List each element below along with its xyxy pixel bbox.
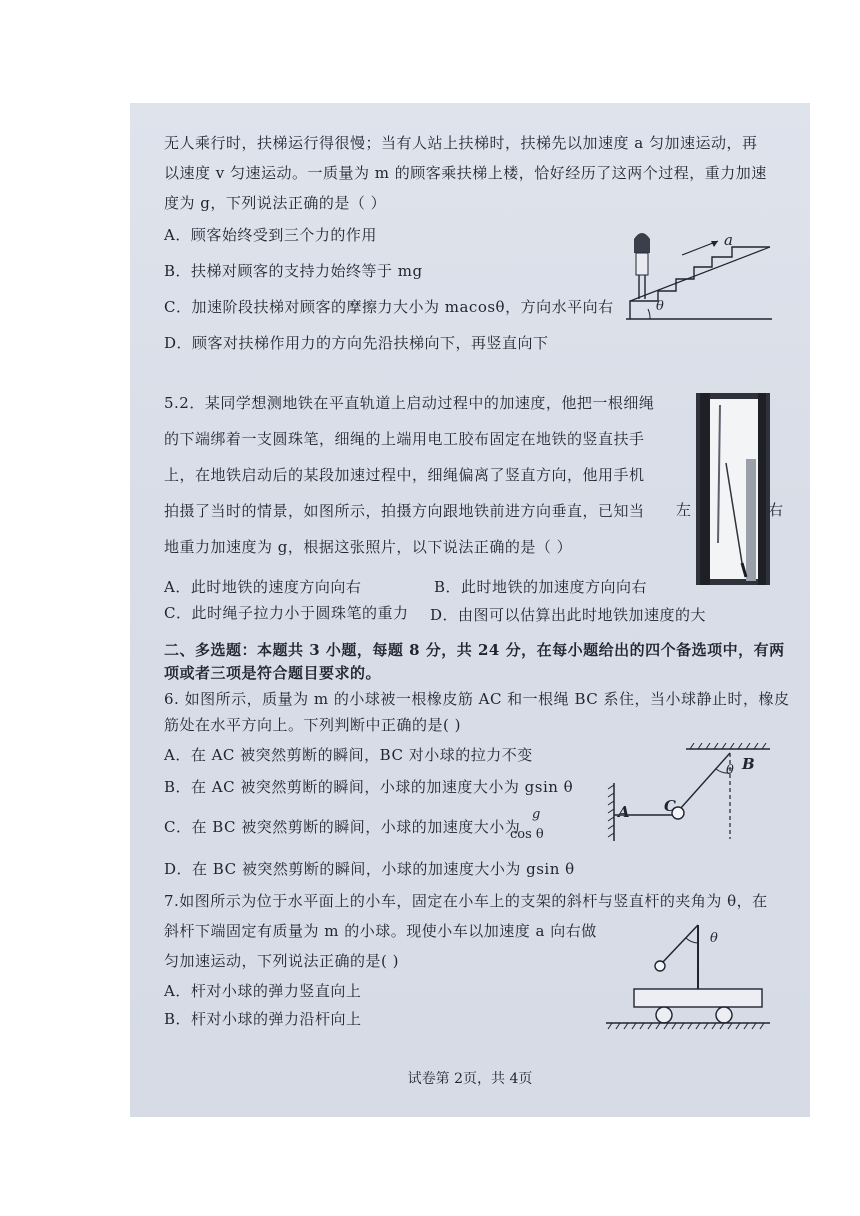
wheel-icon	[656, 1007, 672, 1023]
escalator-accel-label: a	[724, 231, 733, 249]
q7-stem-line-1: 7.如图所示为位于水平面上的小车，固定在小车上的支架的斜杆与竖直杆的夹角为 θ，在	[164, 892, 768, 910]
q5-option-d: D．由图可以估算出此时地铁加速度的大	[430, 606, 707, 624]
q4-stem-line-3: 度为 g，下列说法正确的是（ ）	[164, 194, 387, 212]
q5-stem-line-5: 地重力加速度为 g，根据这张照片，以下说法正确的是（ ）	[164, 538, 573, 556]
cart-ball-icon	[655, 961, 665, 971]
exam-page	[130, 103, 810, 1117]
q6-option-c: C．在 BC 被突然剪断的瞬间，小球的加速度大小为	[164, 818, 521, 836]
q7-option-a: A．杆对小球的弹力竖直向上	[164, 982, 362, 1000]
q6-option-c-numerator: g	[532, 807, 541, 822]
q7-option-b: B．杆对小球的弹力沿杆向上	[164, 1010, 362, 1028]
q4-option-b: B．扶梯对顾客的支持力始终等于 mg	[164, 262, 423, 280]
escalator-figure	[620, 221, 780, 331]
q4-option-a: A．顾客始终受到三个力的作用	[164, 226, 377, 244]
q6-label-c: C	[664, 797, 676, 815]
wheel-icon	[716, 1007, 732, 1023]
q5-stem-line-3: 上，在地铁启动后的某段加速过程中，细绳偏离了竖直方向，他用手机	[164, 466, 645, 484]
cart-body	[634, 989, 762, 1007]
q5-option-b: B．此时地铁的加速度方向向右	[434, 578, 648, 596]
q7-stem-line-2: 斜杆下端固定有质量为 m 的小球。现使小车以加速度 a 向右做	[164, 922, 597, 940]
q6-angle-label: θ	[726, 763, 734, 778]
q5-stem-line-4: 拍摄了当时的情景，如图所示，拍摄方向跟地铁前进方向垂直，已知当	[164, 502, 645, 520]
q4-stem-line-2: 以速度 v 匀速运动。一质量为 m 的顾客乘扶梯上楼，恰好经历了这两个过程，重力加速	[164, 164, 767, 182]
q5-option-c: C．此时绳子拉力小于圆珠笔的重力	[164, 604, 409, 622]
q5-stem-line-2: 的下端绑着一支圆珠笔，细绳的上端用电工胶布固定在地铁的竖直扶手	[164, 430, 645, 448]
q6-label-a: A	[618, 803, 630, 821]
q5-stem-line-1: 5.2．某同学想测地铁在平直轨道上启动过程中的加速度，他把一根细绳	[164, 394, 655, 412]
q6-stem-line-2: 筋处在水平方向上。下列判断中正确的是( )	[164, 716, 461, 734]
q4-option-c: C．加速阶段扶梯对顾客的摩擦力大小为 macosθ，方向水平向右	[164, 298, 614, 316]
q6-label-b: B	[742, 755, 755, 773]
subway-photo-figure	[696, 393, 770, 585]
section2-heading-line-2: 项或者三项是符合题目要求的。	[164, 664, 382, 682]
subway-right-label: 右	[768, 501, 784, 519]
escalator-angle-label: θ	[656, 299, 664, 314]
q7-angle-label: θ	[710, 931, 718, 946]
q6-option-a: A．在 AC 被突然剪断的瞬间，BC 对小球的拉力不变	[164, 746, 533, 764]
page-footer: 试卷第 2页，共 4页	[407, 1071, 533, 1087]
q6-option-b: B．在 AC 被突然剪断的瞬间，小球的加速度大小为 gsin θ	[164, 778, 574, 796]
q6-stem-line-1: 6. 如图所示，质量为 m 的小球被一根橡皮筋 AC 和一根绳 BC 系住，当小球静止时，橡皮	[164, 690, 790, 708]
q4-stem-line-1: 无人乘行时，扶梯运行得很慢；当有人站上扶梯时，扶梯先以加速度 a 匀加速运动，再	[164, 134, 758, 152]
section2-heading-line-1: 二、多选题：本题共 3 小题，每题 8 分，共 24 分，在每小题给出的四个备选项中，有两	[164, 641, 785, 659]
q5-option-a: A．此时地铁的速度方向向右	[164, 578, 362, 596]
q6-option-d: D．在 BC 被突然剪断的瞬间，小球的加速度大小为 gsin θ	[164, 860, 575, 878]
q4-option-d: D．顾客对扶梯作用力的方向先沿扶梯向下，再竖直向下	[164, 334, 549, 352]
q7-stem-line-3: 匀加速运动，下列说法正确的是( )	[164, 952, 399, 970]
q6-option-c-denominator: cos θ	[510, 827, 544, 842]
subway-left-label: 左	[676, 501, 692, 519]
cart-figure	[604, 919, 774, 1035]
